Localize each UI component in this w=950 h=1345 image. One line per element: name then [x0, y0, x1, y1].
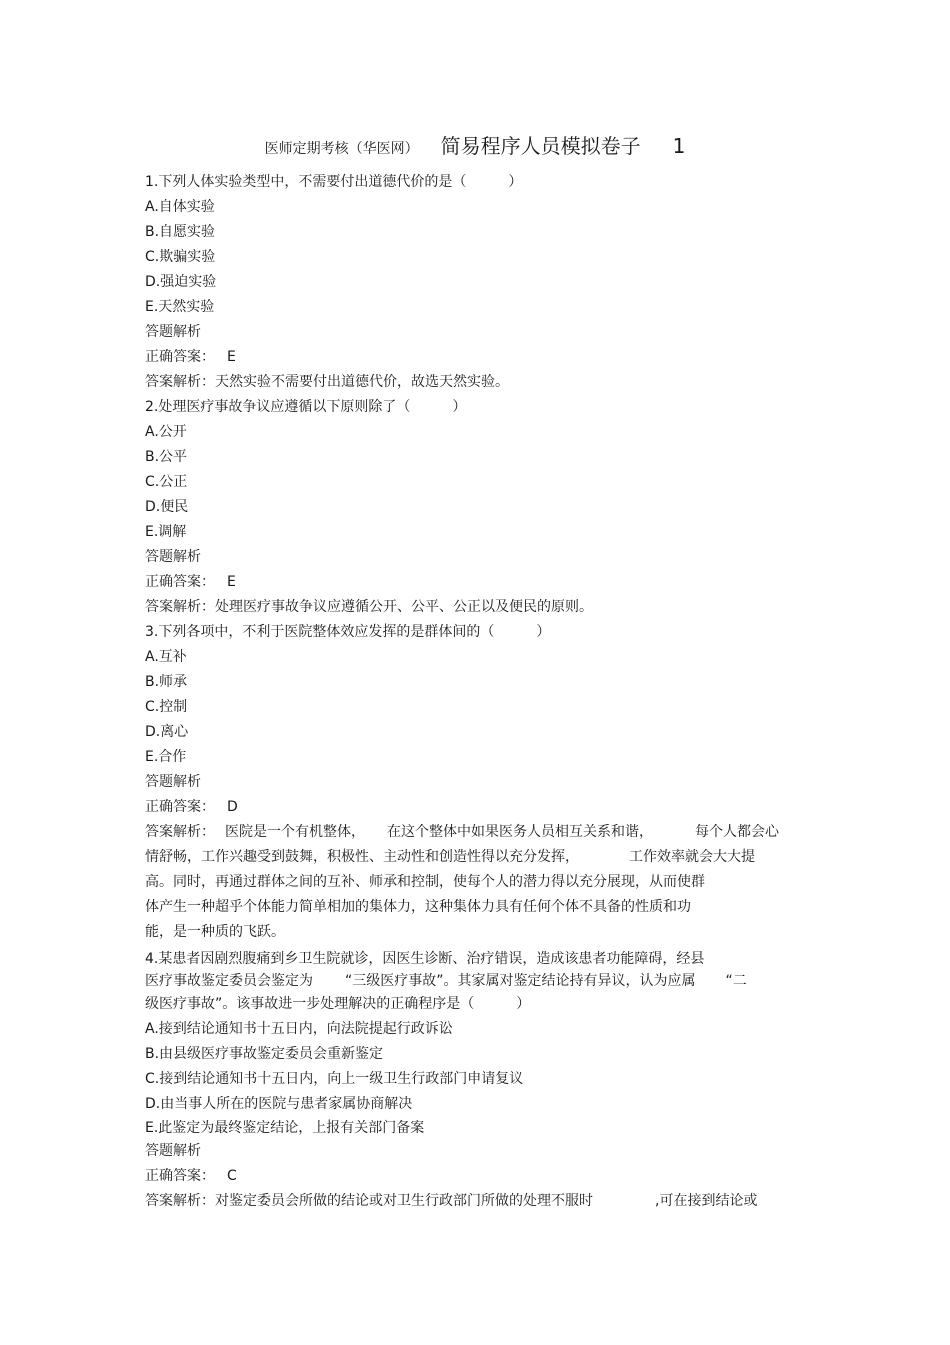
option-e: E.调解 [145, 524, 187, 540]
option-b: B.师承 [145, 674, 188, 690]
answer-explanation: 答案解析：处理医疗事故争议应遵循公开、公平、公正以及便民的原则。 [145, 599, 593, 615]
option-d: D.便民 [145, 499, 189, 515]
analysis-title: 答题解析 [145, 1143, 201, 1159]
answer-value: C [227, 1168, 237, 1184]
document-number: 1 [672, 134, 686, 158]
correct-answer [145, 1164, 810, 1189]
document-subtitle: 医师定期考核（华医网） [264, 141, 419, 157]
option-a: A.接到结论通知书十五日内，向法院提起行政诉讼 [145, 1021, 453, 1037]
option-c: C.控制 [145, 699, 188, 715]
option-d: D.由当事人所在的医院与患者家属协商解决 [145, 1096, 413, 1112]
option-d: D.强迫实验 [145, 274, 217, 290]
question-stem-line: 4.某患者因剧烈腹痛到乡卫生院就诊，因医生诊断、治疗错误，造成该患者功能障碍，经县 [145, 951, 705, 967]
answer-label: 正确答案： [145, 1168, 215, 1184]
answer-explanation-line: 能，是一种质的飞跃。 [145, 924, 285, 940]
answer-explanation-line: 体产生一种超乎个体能力简单相加的集体力，这种集体力具有任何个体不具备的性质和功 [145, 899, 691, 915]
option-a: A.互补 [145, 649, 187, 665]
document-main-title: 简易程序人员模拟卷子 [440, 134, 641, 158]
answer-value: E [227, 574, 236, 590]
option-e: E.此鉴定为最终鉴定结论，上报有关部门备案 [145, 1120, 425, 1136]
option-b: B.自愿实验 [145, 224, 216, 240]
question-stem: 2.处理医疗事故争议应遵循以下原则除了（ ） [145, 399, 467, 415]
answer-label: 正确答案： [145, 574, 215, 590]
question-stem: 3.下列各项中，不利于医院整体效应发挥的是群体间的（ ） [145, 624, 551, 640]
option-c: C.接到结论通知书十五日内，向上一级卫生行政部门申请复议 [145, 1071, 524, 1087]
correct-answer [145, 570, 810, 595]
option-b: B.公平 [145, 449, 188, 465]
option-b: B.由县级医疗事故鉴定委员会重新鉴定 [145, 1046, 384, 1062]
option-d: D.离心 [145, 724, 189, 740]
analysis-title: 答题解析 [145, 324, 201, 340]
option-e: E.合作 [145, 749, 187, 765]
option-a: A.公开 [145, 424, 187, 440]
answer-label: 正确答案： [145, 799, 215, 815]
question-stem: 1.下列人体实验类型中，不需要付出道德代价的是（ ） [145, 174, 523, 190]
option-e: E.天然实验 [145, 299, 215, 315]
answer-explanation: 答案解析：天然实验不需要付出道德代价，故选天然实验。 [145, 374, 509, 390]
question-list [145, 170, 810, 1214]
document-title [0, 130, 950, 159]
answer-value: D [227, 799, 238, 815]
answer-explanation-line: 答案解析： 医院是一个有机整体， 在这个整体中如果医务人员相互关系和谐， 每个人都会心 [145, 824, 779, 840]
analysis-title: 答题解析 [145, 774, 201, 790]
correct-answer [145, 345, 810, 370]
option-c: C.欺骗实验 [145, 249, 216, 265]
option-a: A.自体实验 [145, 199, 215, 215]
answer-label: 正确答案： [145, 349, 215, 365]
correct-answer [145, 795, 810, 820]
answer-explanation-line: 答案解析：对鉴定委员会所做的结论或对卫生行政部门所做的处理不服时 ,可在接到结论或 [145, 1193, 758, 1209]
option-c: C.公正 [145, 474, 188, 490]
question-stem-line: 级医疗事故”。该事故进一步处理解决的正确程序是（ ） [145, 996, 531, 1012]
answer-explanation-line: 高。同时，再通过群体之间的互补、师承和控制，使每个人的潜力得以充分展现，从而使群 [145, 874, 705, 890]
answer-explanation-line: 情舒畅，工作兴趣受到鼓舞，积极性、主动性和创造性得以充分发挥， 工作效率就会大大提 [145, 849, 755, 865]
analysis-title: 答题解析 [145, 549, 201, 565]
answer-value: E [227, 349, 236, 365]
question-stem-line: 医疗事故鉴定委员会鉴定为 “三级医疗事故”。其家属对鉴定结论持有异议，认为应属 “二 [145, 973, 747, 989]
